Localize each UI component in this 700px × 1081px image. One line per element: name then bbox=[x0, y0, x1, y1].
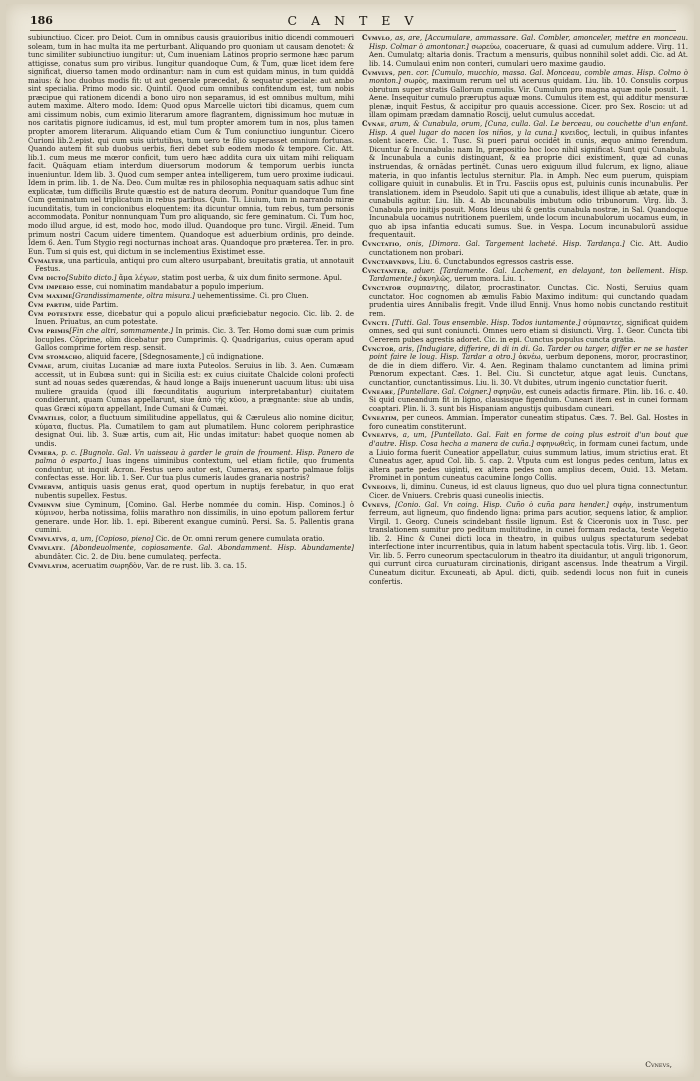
dictionary-entry bbox=[28, 544, 354, 561]
entry-headword: Cvnctator bbox=[362, 283, 402, 293]
dictionary-entry bbox=[362, 345, 688, 388]
entry-headword: Cvm partim bbox=[28, 299, 71, 309]
entry-headword: Cvm imperio bbox=[28, 282, 74, 292]
entry-text: , arum, ciuitas Lucaniæ ad mare iuxta Puteolos. Seruius in lib. 3. Aen. Cumæam accessit, ut in Eubœa sunt: qui in Sicilia est: ex cuius ciuitate Chalcide coloni profecti sunt ad nouas sedes quærendas, & haud longe a Baijs inuenerunt uacuum litus: ubi uisa muliere grauida (quod illi fœcunditatis augurium interpretabantur) ciuitatem condiderunt, quam Cumas appellarunt, siue ἀπὸ τῆς κύου, a prægnante: siue ab undis, quas Græci κύματα appellant, Inde Cumani & Cumæi. bbox=[35, 362, 354, 414]
entry-vernacular: , onis, [Dimora. Gal. Targement lacheté. Hisp. Tardança.] bbox=[399, 240, 625, 249]
running-head: C A N T E V bbox=[287, 13, 419, 28]
entry-headword: Cvnae bbox=[362, 119, 385, 129]
dictionary-entry bbox=[28, 257, 354, 274]
entry-vernacular: . [Abondeuolmente, copiosamente. Gal. Abondamment. Hisp. Abundamente] bbox=[63, 544, 354, 553]
dictionary-entry bbox=[28, 292, 354, 301]
entry-text: In primis. Cic. 3. Ter. Homo domi suæ cum primis locuples. Cōprime, olim dicebatur pro Cumprimis. Q. Quadrigarius, cuius operam apud Gallos comprime fortem resp. sensit. bbox=[35, 327, 354, 353]
entry-text: σφὴν, instrumentum ferreum, aut ligneum, quo findendo ligna: prima pars acutior, sequens latior, & amplior. Virgil. 1. Georg. Cuneis scindebant fissile lignum. Est & Ciceronis uox in Tusc. per translationem sumitur pro peditum multitudine, in cunei formam redacta, teste Vegetio lib. 2. Hinc & Cunei dicti loca in theatro, in quibus uulgus spectaturum sedebat interfectione inter incurrentibus, quia in latum habent spectacula totis. Virg. lib. 1. Geor. Vir. lib. 5. Ferro cuneorum spectaculorum in theatro ita diuidantur, ut anguli trigonorum, qui currunt circa curuaturam circinationis, dirigant ascensus. Inde theatrum a Virgil. Cuneatum dicitur. Excuneati, ab Apul. dicti, quib. sedendi locus non fuit in cuneis confertis. bbox=[369, 500, 688, 586]
entry-headword: Cvmalter bbox=[28, 255, 64, 265]
entry-text: Cic. Att. Audio cunctationem non probari. bbox=[369, 240, 688, 257]
entry-headword: Cvm stomacho bbox=[28, 352, 82, 362]
entry-text: , per cuneos. Ammian. Imperator cuneatim stipatus. Cæs. 7. Bel. Gal. Hostes in foro cuneatim constiterunt. bbox=[369, 413, 688, 431]
entry-text: ὀκνηλῶς, uerum mora. Liu. 1. bbox=[416, 275, 525, 284]
entry-headword: Cvmae bbox=[28, 361, 52, 371]
entry-vernacular: . [Tutti. Gal. Tous ensemble. Hisp. Todos iuntamente.] bbox=[387, 318, 581, 327]
entry-headword: Cvm maxime bbox=[28, 290, 73, 300]
entry-headword: Cvmvlatim bbox=[28, 560, 68, 570]
dictionary-entry bbox=[28, 274, 354, 283]
entry-text: uehementissime. Ci. pro Cluen. bbox=[194, 291, 309, 300]
dictionary-entry bbox=[362, 414, 688, 431]
entry-vernacular: , a, um, [Puntellato. Gal. Fait en forme de coing plus estroit d'un bout que d'autre. Hisp. Cosa hecha a manera de cuña.] bbox=[369, 431, 688, 448]
dictionary-entry bbox=[362, 240, 688, 257]
dictionary-entry bbox=[28, 414, 354, 448]
entry-vernacular: , aduer. [Tardamente. Gal. Lachement, en delayant, ton bellement. Hisp. Tardamente.] bbox=[369, 266, 688, 284]
entry-vernacular: [Subito dicto.] bbox=[65, 274, 117, 283]
dictionary-entry bbox=[362, 69, 688, 120]
entry-headword: Cvneolvs bbox=[362, 482, 397, 492]
dictionary-entry bbox=[28, 34, 354, 256]
entry-headword: Cvmvlatvs bbox=[28, 534, 67, 544]
dictionary-entry bbox=[28, 283, 354, 292]
dictionary-entry bbox=[28, 562, 354, 571]
entry-vernacular: [Grandissimamente, oltra misura.] bbox=[72, 291, 195, 300]
dictionary-entry bbox=[362, 267, 688, 284]
dictionary-entry bbox=[28, 353, 354, 362]
entry-text: , aceruatim σωρηδὸν, Var. de re rust. lib. 3. ca. 15. bbox=[67, 561, 247, 570]
entry-vernacular: , as, are, [Accumulare, ammassare. Gal. Combler, amonceler, mettre en monceau. Hisp. Colmar ò amontonar.] bbox=[369, 34, 688, 51]
entry-headword: Cvnctatio bbox=[362, 239, 400, 249]
entry-text: siue Cyminum, [Comino. Gal. Herbe nommée du comin. Hisp. Cominos.] ὁ κύμινον, herba notissima, foliis marathro non dissimilis, in uino epotum pallorem fertur generare. unde Hor. lib. 1. epi. Biberent exangue cuminū. Persi. Sa. 5. Pallentis grana cumini. bbox=[35, 500, 354, 535]
dictionary-entry bbox=[362, 483, 688, 500]
entry-headword: Cvmervm bbox=[28, 482, 62, 492]
entry-text: σωρὸς, maximum rerum uel uti aceruus quidam. Liu. lib. 10. Consulis corpus obrutum super stratis Gallorum cumulis. Vir. Cumulum pro magna aquæ mole posuit. 1. Aene. Insequitur cumulo præruptus aquæ mons. Cumulus item est, qui additur mensuræ plenæ, inquit Festus, & accipitur pro quauis accessione. Cicer. pro Sex. Roscio: ut ad illam opimam prædam damnatio Roscij, uelut cumulus accedat. bbox=[369, 77, 688, 120]
entry-text: , li, diminu. Cuneus, id est clauus ligneus, quo duo uel plura tigna connectuntur. Cicer. de Vniuers. Crebris quasi cuneolis iniectis. bbox=[369, 483, 688, 500]
entry-text: σφηνωθεὶς, in formam cunei factum, unde a Liuio forma fuerit Cuneatior appellatur, cuius summum latius, imum strictius erat. Et Cuneatus ager, apud Col. lib. 5. cap. 2. Vtputa cum est longus pedes centum, latus ex altera parte pedes uiginti, ex altera pedes non amplius decem, Ouid. 13. Metam. Prominet in pontum cuneatus cacumine longo Collis. bbox=[369, 440, 688, 483]
dictionary-entry bbox=[28, 362, 354, 413]
entry-headword: Cvminvm bbox=[28, 499, 61, 509]
dictionary-entry bbox=[362, 120, 688, 240]
entry-headword: Cvm primis bbox=[28, 326, 70, 336]
dictionary-entry bbox=[362, 501, 688, 586]
entry-text: , aliquid facere, [Sdegnosamente,] cū indignatione. bbox=[81, 353, 264, 362]
dictionary-entry bbox=[28, 501, 354, 535]
entry-text: , Liu. 6. Cunctabundos egressos castris esse. bbox=[414, 257, 574, 266]
entry-vernacular: , pen. cor. [Cumulo, mucchio, massa. Gal. Monceau, comble amas. Hisp. Colmo ò monton.] bbox=[369, 68, 688, 86]
dictionary-entry bbox=[28, 327, 354, 353]
entry-text: κνειδος, lectuli, in quibus infantes solent iacere. Cic. 1. Tusc. Si pueri parui occidēt in cunis, æquo animo ferendum. Dicuntur & Incunabula: nam In, præpositio hoc loco nihil significat. Sunt qui Cunabula, & Incunabula a cunis distinguant, & ea proprie dici existiment, quæ ad cunas instruendas, & ornādas pertinēt. Cunas uero exiguum illud fulcrum, ex ligno, aliaue materia, in quo infantis lectulus sternitur. Pla. in Amph. Nec eum puerum, quispiam colligare quiuit in cunabulis. Et in Tru. Fasciis opus est, puluinis cunis incunabulis. Per translationem. idem in Pseudolo. Sapit uti que a cunabulis, idest illique ab ætate, quæ in cunabulis agitur. Liu. lib. 4. Ab incunabulis imbutum odio tribunorum. Virg. lib. 3. Cunabula pro initijs posuit. Mons Ideus ubi & gentis cunabula nostræ, in Sal. Quandoque Incunabula uocamus nutritionem puerilem, unde locum incunabulorum uocamus eum, in quo ab ipsa infantia educati sumus. Sue. in Vespa. Locum incunabulorū assidue frequentauit. bbox=[369, 128, 688, 240]
entry-headword: Cvnevs bbox=[362, 499, 389, 509]
entry-headword: Cvmera bbox=[28, 447, 57, 457]
entry-headword: Cvneatvs bbox=[362, 430, 397, 440]
entry-headword: Cvmvlate bbox=[28, 543, 64, 553]
dictionary-entry bbox=[28, 483, 354, 500]
book-page bbox=[6, 4, 694, 1077]
entry-vernacular: , a, um, [Copioso, pieno] bbox=[67, 535, 154, 544]
dictionary-entry bbox=[362, 431, 688, 482]
entry-vernacular: , p. c. [Bugnola. Gal. Vn uaisseau à garder le grain de froument. Hisp. Panero de palma ò esparto.] bbox=[35, 448, 354, 466]
right-column bbox=[362, 34, 688, 1062]
entry-headword: Cvmvlvs bbox=[362, 67, 393, 77]
entry-text: Iuas ingens uiminibus contextum, uel etiam fictile, quo frumenta conduntur, ut inquit Acron. Festus uero autor est, Cumeras, ex sparto palmaue folijs confectas esse. Hor. lib. 1. Ser. Cur tua plus cumeris laudes granaria nostris? bbox=[35, 457, 354, 483]
entry-text: ὀκνέω, uerbum deponens, moror, procrastinor, de die in diem differo. Vir. 4. Aen. Reginam thalamo cunctantem ad limina primi Pœnorum expectant. Cæs. 1. Bel. Ciu. Si cunctetur, atque agat leuis. Cunctans, cunctantior, cunctantissimus. Liu. li. 30. Vt dubites, utrum ingenio cunctatior fuerit. bbox=[369, 353, 688, 387]
dictionary-entry bbox=[362, 258, 688, 267]
entry-text: esse, cui nominatim mandabatur a populo imperium. bbox=[73, 283, 264, 292]
entry-text: , antiquis uasis genus erat, quod opertum in nuptijs ferebatur, in quo erat nubentis supellex. Festus. bbox=[35, 483, 354, 500]
left-column bbox=[28, 34, 354, 1062]
entry-vernacular: , arum, & Cunabula, orum, [Cuna, culla. Gal. Le berceau, ou couchette d'un enfant. Hisp. A quel lugar do nacen los niños, y la cuna.] bbox=[369, 120, 688, 137]
entry-headword: Cvnctabvndvs bbox=[362, 256, 415, 266]
dictionary-entry bbox=[28, 310, 354, 327]
entry-headword: Cvncti bbox=[362, 317, 388, 327]
entry-headword: Cvm potestate bbox=[28, 308, 84, 318]
dictionary-entry bbox=[362, 319, 688, 345]
entry-text: συμπαντης, dilator, procrastinator. Cunctas. Cic. Nosti, Seruius quam cunctator. Hoc cognomen ab æmulis Fabio Maximo inditum: qui cunctando quadam prudentia uires Annibalis fregit. Vnde illud Ennij. Vnus homo nobis cunctando restituit rem. bbox=[369, 284, 688, 318]
page-header bbox=[30, 14, 676, 31]
entry-headword: Cvmatilis bbox=[28, 412, 64, 422]
entry-vernacular: , [Conio. Gal. Vn coing. Hisp. Cuño ò cuña para hender.] bbox=[388, 500, 609, 509]
entry-text: , una particula, antiqui pro cum altero usurpabant, breuitatis gratia, ut annotauit Festus. bbox=[35, 256, 354, 274]
dictionary-entry bbox=[362, 284, 688, 318]
entry-text: , color, a fluctuum similitudine appellatus, qui & Cæruleus alio nomine dicitur, κύματα, fluctus. Pla. Cumatilem to gam aut plumatilem. Hunc colorem periphrastice designat Oui. lib. 3. Suæ artis, cum ait, Hic undas imitatur: habet quoque nomen ab undis. bbox=[35, 413, 354, 448]
entry-vernacular: [Fin che altri, sommamente.] bbox=[69, 327, 174, 336]
dictionary-entry bbox=[362, 388, 688, 414]
dictionary-entry bbox=[28, 449, 354, 483]
entry-text: subiunctiuo. Cicer. pro Deiot. Cum in omnibus causis grauioribus initio dicendi commoueri soleam, tum in hac multa ita me perturbant. Aliquando pro quoniam ut causam denotet: & tunc similiter subiunctiuo iungitur: ut, Cum inueniam Latinos proprio sermone hæc parum attigisse, conatus sum pro viribus. Iungitur quandoque Cum, & Tum, quæ licet idem fere significat, diuerso tamen modo ordinantur: nam in cum est quidam minus, in tum quiddā maius: & hoc duobus modis fit: ut aut generale præcedat, & sequatur speciale: aut ambo sint specialia. Primo modo sic. Quintil. Quod cum omnibus confitendum est, tum nobis præcipue qui rationem dicendi a bono uiro non separamus, id est omnibus multum, mihi autem maxime. Altero modo. Idem: Quod opus Marcelle uictori tibi dicamus, quem cum ami cissimum nobis, cum eximio literarum amore flagrantem, dignissimum hoc mutuæ in nos caritatis pignore iudicamus, id est, mul tum propter amorem tum in nos, plus tamen propter amorem literarum. Aliquando etiam Cum & Tum coniunctiuo iunguntur. Cicero Curioni lib.2.epist. qui cum suis uirtutibus, tum uero te filio superasset omnium fortunas. Quando autem fit sub duobus uerbis, fieri debet sub eodem modo & tempore. Cic. Att. lib.1. cum meus me mœror conficit, tum uero hæc addita cura uix uitam mihi reliquam facit. Quāquam etiam interdum diuersorum modorum & temporum uerbis iuncta inueniuntur. Idem lib. 3. Quod cum semper antea intelligerem, tum uero proxime iudicaui. Idem in prim. lib. 1. de Na. Deo. Cum multæ res in philosophia nequaquam satis adhuc sint explicatæ, tum difficilis Brute quæstio est de natura deorum. Ponitur quandoque Tum fine Cum geminatum uel triplicatum in rebus paribus. Quin. Ti. Liuium, tum in narrando miræ iucunditatis, tum in concionibus eloquentem: ita dicuntur omnia, tum rebus, tum personis accommodata. Ponitur nonnunquam Tum pro aliquando, sic fere geminatum. Ci. Tum hoc, modo illud argue, id est, modo hoc, modo illud. Quandoque pro tunc. Virgil. Æneid. Tum primum nostri Cacum uidere timentem. Quandoque est aduerbium ordinis, pro deinde. Idem 6. Aen. Tum Stygio regi nocturnas inchoat aras. Quandoque pro præterea. Ter. in pro. Eun. Tum si quis est, qui dictum in se inclementius Existimet esse. bbox=[28, 34, 354, 256]
page-number: 186 bbox=[30, 14, 53, 27]
entry-vernacular: , aris, [Indugiare, differire, di di in di. Ga. Tarder ou targer, differ er ne se haster point faire le loug. Hisp. Tardar a otro.] bbox=[369, 344, 688, 362]
catchword: Cvnevs, bbox=[645, 1060, 672, 1069]
entry-text: Cic. de Or. omni rerum genere cumulata oratio. bbox=[153, 535, 325, 544]
entry-text: σύμπαντες, significat quidem omnes, sed qui sunt coniuncti. Omnes uero etiam si disiuncti. Virg. 1. Geor. Cuncta tibi Cererem pubes agrestis adoret. Cic. in epi. Cunctus populus cuncta gratia. bbox=[369, 318, 688, 344]
entry-text: σφηνῶν, est cuneis adactis firmare. Plin. lib. 16. c. 40. Si quid cuneandum fit in ligno, clausisque figendum. Cuneari item est in cunei formam coaptari. Plin. li. 3. sunt bis Hispaniam angustijs quibusdam cuneari. bbox=[369, 387, 688, 414]
entry-text: σωρεύω, coaceruare, & quasi ad cumulum addere. Virg. 11. Aen. Cumulatq; altaria donis. Tractum a mensuris, quibus nonnihil solet addi. Cic. ad At. lib. 14. Cumulaui enim non conteri, cumulari uero maxime gaudio. bbox=[369, 42, 688, 68]
entry-text: esse, dicebatur qui a populo alicui præficiebatur negocio. Cic. lib. 2. de Inuen. Priuatus, an cum potestate. bbox=[35, 309, 354, 327]
entry-headword: Cvneare bbox=[362, 386, 394, 396]
entry-headword: Cvnctor bbox=[362, 343, 394, 353]
entry-text: , uide Partim. bbox=[70, 300, 119, 309]
entry-text: ἅμα λέγων, statim post uerba, & uix dum finito sermone. Apul. bbox=[116, 274, 342, 283]
entry-headword: Cvm dicto bbox=[28, 273, 66, 283]
entry-headword: Cvmvlo bbox=[362, 34, 390, 42]
entry-headword: Cvnctanter bbox=[362, 265, 406, 275]
dictionary-entry bbox=[28, 535, 354, 544]
entry-text: abundāter. Cic. 2. de Diu. bene cumulateq. perfecta. bbox=[35, 552, 222, 561]
entry-vernacular: , [Puntellare. Gal. Coigner.] bbox=[393, 387, 491, 396]
entry-headword: Cvneatim bbox=[362, 412, 397, 422]
dictionary-entry bbox=[362, 34, 688, 68]
